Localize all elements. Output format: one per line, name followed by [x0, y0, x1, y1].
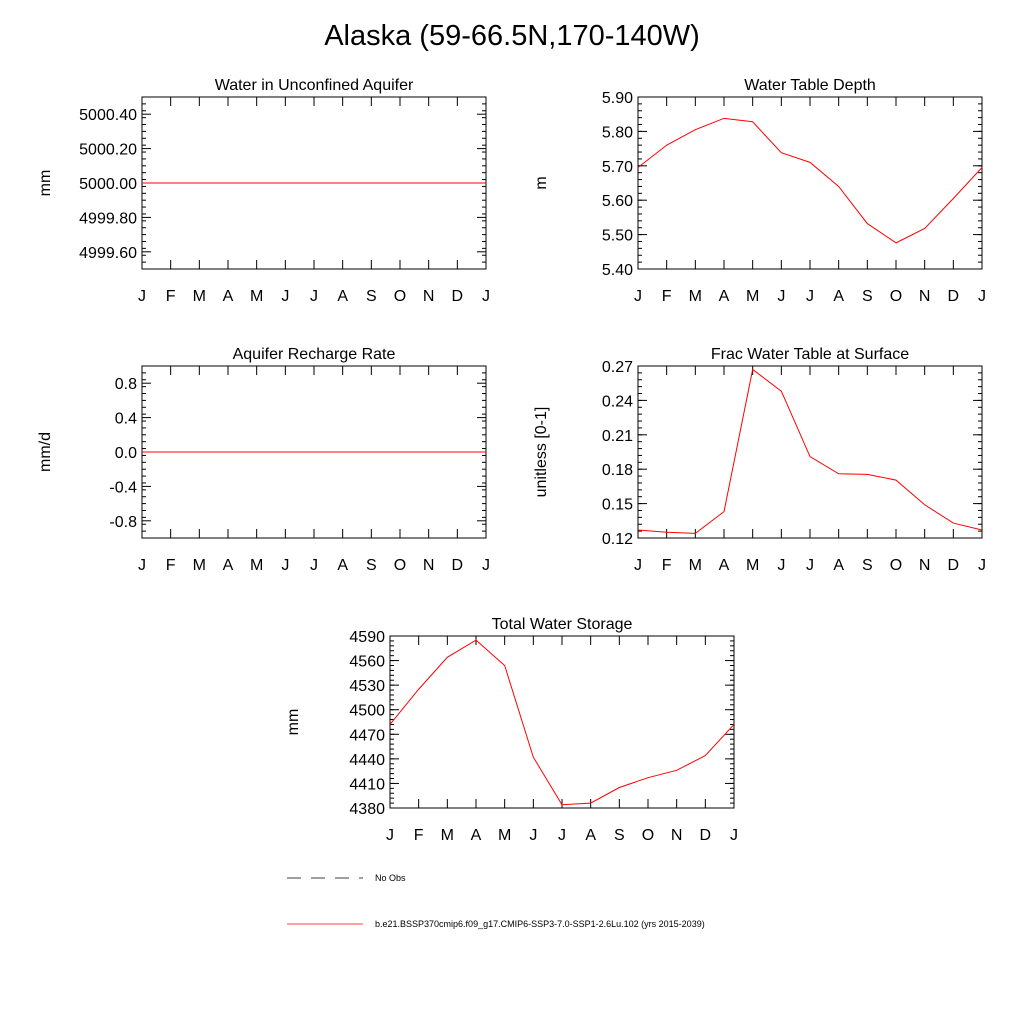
series-line: [390, 640, 734, 805]
panel-aquifer-recharge-rate: [37, 346, 490, 574]
panel-water-in-unconfined-aquifer: [37, 77, 490, 305]
x-tick-label: M: [688, 557, 702, 574]
x-tick-label: F: [661, 288, 672, 305]
x-tick-label: J: [777, 288, 786, 305]
y-tick-label: 5000.40: [79, 107, 137, 125]
x-tick-label: J: [138, 557, 146, 574]
y-tick-label: -0.4: [109, 479, 137, 497]
figure-title: Alaska (59-66.5N,170-140W): [324, 20, 700, 52]
x-tick-label: A: [833, 557, 845, 574]
y-tick-label: 0.21: [601, 427, 633, 445]
y-tick-label: 0.15: [601, 496, 633, 514]
y-tick-label: 0.8: [114, 376, 137, 394]
x-tick-label: J: [978, 288, 986, 305]
x-tick-label: M: [192, 288, 206, 305]
x-tick-label: J: [634, 288, 642, 305]
x-tick-label: A: [222, 557, 234, 574]
y-tick-label: 5.40: [601, 262, 633, 279]
y-tick-label: 0.18: [601, 462, 633, 480]
x-tick-label: M: [498, 827, 512, 844]
x-tick-label: S: [365, 288, 377, 305]
x-tick-label: J: [558, 827, 566, 844]
y-axis-label: mm: [37, 169, 54, 197]
plot-frame: [638, 366, 982, 538]
x-tick-label: O: [393, 557, 407, 574]
y-tick-label: 0.27: [601, 359, 633, 376]
x-tick-label: A: [718, 557, 730, 574]
x-tick-label: A: [833, 288, 845, 305]
y-tick-label: -0.8: [109, 513, 137, 531]
y-tick-label: 5.90: [601, 90, 633, 107]
x-tick-label: J: [730, 827, 738, 844]
x-tick-label: J: [281, 557, 290, 574]
y-tick-label: 4590: [349, 629, 385, 646]
y-tick-label: 0.12: [601, 531, 633, 548]
x-tick-label: M: [688, 288, 702, 305]
x-tick-label: J: [806, 288, 814, 305]
x-tick-label: M: [250, 288, 264, 305]
x-tick-label: A: [337, 557, 349, 574]
series-line: [638, 118, 982, 243]
x-tick-label: D: [699, 827, 712, 844]
panel-title: Aquifer Recharge Rate: [232, 346, 396, 363]
y-axis-label: mm/d: [37, 432, 54, 472]
panel-total-water-storage: [285, 616, 738, 844]
y-tick-label: 4380: [349, 801, 385, 818]
y-tick-label: 0.0: [114, 445, 137, 462]
y-axis-label: mm: [285, 708, 302, 736]
x-tick-label: J: [310, 557, 318, 574]
panel-title: Frac Water Table at Surface: [710, 346, 910, 363]
y-tick-label: 4560: [349, 653, 385, 671]
x-tick-label: M: [746, 288, 760, 305]
panel-title: Water in Unconfined Aquifer: [214, 77, 414, 94]
series-line: [638, 369, 982, 533]
x-tick-label: A: [222, 288, 234, 305]
x-tick-label: M: [192, 557, 206, 574]
x-tick-label: S: [861, 288, 873, 305]
x-tick-label: M: [440, 827, 454, 844]
x-tick-label: N: [918, 557, 931, 574]
x-tick-label: J: [978, 557, 986, 574]
panel-frac-water-table-at-surface: [533, 346, 986, 574]
x-tick-label: J: [634, 557, 642, 574]
x-tick-label: J: [482, 557, 490, 574]
x-tick-label: A: [337, 288, 349, 305]
panel-water-table-depth: [533, 77, 986, 305]
y-tick-label: 4410: [349, 776, 385, 794]
y-tick-label: 0.4: [114, 410, 137, 428]
x-tick-label: J: [529, 827, 538, 844]
x-tick-label: A: [585, 827, 597, 844]
y-tick-label: 5000.20: [79, 141, 137, 159]
y-tick-label: 5000.00: [79, 176, 137, 193]
y-tick-label: 4470: [349, 727, 385, 745]
x-tick-label: J: [281, 288, 290, 305]
x-tick-label: N: [422, 288, 435, 305]
y-tick-label: 5.50: [601, 227, 633, 245]
x-tick-label: N: [422, 557, 435, 574]
x-tick-label: O: [641, 827, 655, 844]
y-tick-label: 4530: [349, 678, 385, 696]
x-tick-label: S: [613, 827, 625, 844]
x-tick-label: J: [482, 288, 490, 305]
y-tick-label: 5.80: [601, 124, 633, 142]
y-tick-label: 4440: [349, 751, 385, 769]
legend-label-model-run: b.e21.BSSP370cmip6.f09_g17.CMIP6-SSP3-7.0-SSP1-2.6Lu.102 (yrs 2015-2039): [375, 919, 705, 929]
x-tick-label: S: [365, 557, 377, 574]
y-tick-label: 4999.80: [79, 210, 137, 228]
x-tick-label: J: [138, 288, 146, 305]
y-tick-label: 4500: [349, 702, 385, 720]
x-tick-label: F: [165, 288, 176, 305]
x-tick-label: A: [718, 288, 730, 305]
x-tick-label: F: [165, 557, 176, 574]
x-tick-label: A: [470, 827, 482, 844]
legend: [287, 873, 705, 929]
y-tick-label: 4999.60: [79, 244, 137, 262]
panel-title: Water Table Depth: [744, 77, 876, 94]
x-tick-label: J: [806, 557, 814, 574]
x-tick-label: M: [250, 557, 264, 574]
y-axis-label: m: [533, 176, 550, 190]
x-tick-label: J: [310, 288, 318, 305]
x-tick-label: D: [451, 288, 464, 305]
y-tick-label: 0.24: [601, 393, 633, 411]
x-tick-label: M: [746, 557, 760, 574]
plot-frame: [390, 636, 734, 808]
x-tick-label: J: [777, 557, 786, 574]
x-tick-label: F: [413, 827, 424, 844]
x-tick-label: O: [889, 288, 903, 305]
x-tick-label: D: [451, 557, 464, 574]
x-tick-label: D: [947, 288, 960, 305]
x-tick-label: N: [918, 288, 931, 305]
y-tick-label: 5.60: [601, 193, 633, 211]
x-tick-label: D: [947, 557, 960, 574]
x-tick-label: N: [670, 827, 683, 844]
panel-title: Total Water Storage: [491, 616, 633, 633]
plot-frame: [638, 97, 982, 269]
y-tick-label: 5.70: [601, 158, 633, 176]
x-tick-label: S: [861, 557, 873, 574]
legend-label-no-obs: No Obs: [375, 873, 406, 883]
y-axis-label: unitless [0-1]: [533, 406, 550, 498]
x-tick-label: J: [386, 827, 394, 844]
x-tick-label: O: [889, 557, 903, 574]
x-tick-label: O: [393, 288, 407, 305]
x-tick-label: F: [661, 557, 672, 574]
